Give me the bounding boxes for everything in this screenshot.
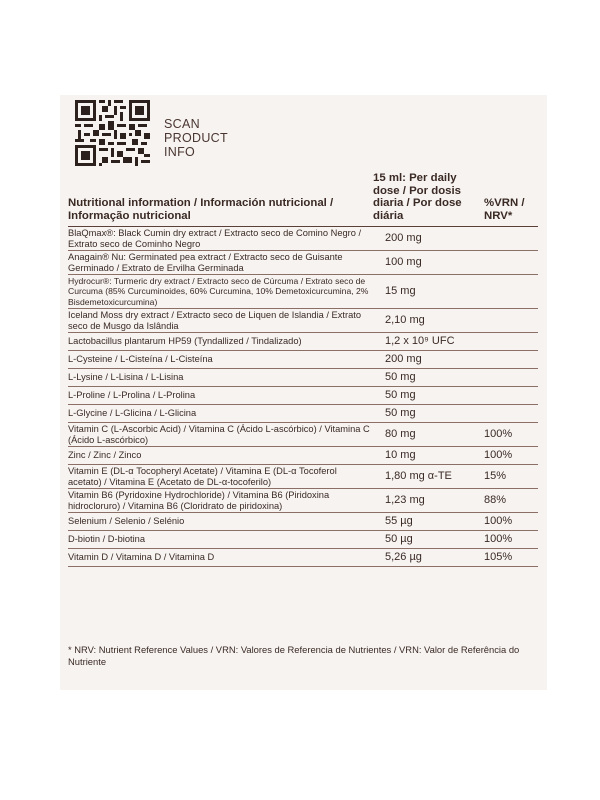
nutrient-vrn-percent [478, 251, 538, 275]
nutrient-name: Hydrocur®: Turmeric dry extract / Extracto seco de Cúrcuma / Extrato seco de Curcuma (85% Curcuminoides, 60% Curcumina, 10% Demetoxicurcumina, 2% Bisdemetoxicurcumina) [68, 275, 373, 309]
header-per-daily-dose: 15 ml: Per daily dose / Por dosis diaria / Por dose diária [373, 172, 462, 222]
nutrient-vrn-percent [478, 275, 538, 309]
nutrient-name: BlaQmax®: Black Cumin dry extract / Extracto seco de Comino Negro / Extrato seco de Cominho Negro [68, 227, 373, 251]
table-row [68, 531, 538, 549]
table-row [68, 351, 538, 369]
header-vrn-nrv: %VRN / NRV* [484, 197, 525, 222]
table-row [68, 387, 538, 405]
nutrient-quantity: 5,26 µg [373, 549, 478, 567]
nutrient-name: Vitamin B6 (Pyridoxine Hydrochloride) / Vitamina B6 (Piridoxina hidrocloruro) / Vitamina B6 (Cloridrato de piridoxina) [68, 489, 373, 513]
scan-label-line: INFO [164, 145, 196, 159]
nutrient-quantity: 50 mg [373, 369, 478, 387]
nutrient-name: Iceland Moss dry extract / Extracto seco de Liquen de Islandia / Extrato seco de Musgo da Islândia [68, 309, 373, 333]
table-row [68, 513, 538, 531]
nutrient-quantity: 50 mg [373, 405, 478, 423]
nutrient-quantity: 50 µg [373, 531, 478, 549]
table-header-row [68, 172, 538, 227]
table-row [68, 423, 538, 447]
nutrient-vrn-percent: 15% [478, 465, 538, 489]
scan-label-line: PRODUCT [164, 131, 228, 145]
nutrient-name: Vitamin E (DL-α Tocopheryl Acetate) / Vitamina E (DL-α Tocoferol acetato) / Vitamina E (Acetato de DL-α-tocoferilo) [68, 465, 373, 489]
nutrient-name: D-biotin / D-biotina [68, 531, 373, 549]
nutrient-vrn-percent [478, 369, 538, 387]
table-row [68, 405, 538, 423]
nutrient-name: Vitamin D / Vitamina D / Vitamina D [68, 549, 373, 567]
nutrient-vrn-percent: 100% [478, 423, 538, 447]
scan-label-line: SCAN [164, 117, 200, 131]
nutrient-name: L-Lysine / L-Lisina / L-Lisina [68, 369, 373, 387]
nutrient-vrn-percent: 88% [478, 489, 538, 513]
nutrient-name: Lactobacillus plantarum HP59 (Tyndallized / Tindalizado) [68, 333, 373, 351]
nutrient-name: Selenium / Selenio / Selénio [68, 513, 373, 531]
table-row [68, 369, 538, 387]
nutrient-name: L-Cysteine / L-Cisteína / L-Cisteína [68, 351, 373, 369]
nutrient-vrn-percent: 100% [478, 447, 538, 465]
nutrient-name: Zinc / Zinc / Zinco [68, 447, 373, 465]
table-row [68, 465, 538, 489]
table-row [68, 251, 538, 275]
nutrient-quantity: 15 mg [373, 275, 478, 309]
header-nutritional-information: Nutritional information / Información nutricional / Informação nutricional [68, 197, 334, 222]
nutrient-quantity: 1,23 mg [373, 489, 478, 513]
nutrient-name: L-Glycine / L-Glicina / L-Glicina [68, 405, 373, 423]
nutrient-vrn-percent: 100% [478, 513, 538, 531]
nutrient-name: Anagain® Nu: Germinated pea extract / Extracto seco de Guisante Germinado / Extrato de Ervilha Germinada [68, 251, 373, 275]
nutrient-quantity: 200 mg [373, 351, 478, 369]
table-row [68, 275, 538, 309]
nutrient-quantity: 1,2 x 10⁹ UFC [373, 333, 478, 351]
nutrient-quantity: 2,10 mg [373, 309, 478, 333]
nutrient-quantity: 100 mg [373, 251, 478, 275]
nutrition-table [68, 172, 538, 567]
nutrient-quantity: 200 mg [373, 227, 478, 251]
nutrient-vrn-percent [478, 405, 538, 423]
table-row [68, 333, 538, 351]
table-row [68, 489, 538, 513]
nutrient-vrn-percent [478, 387, 538, 405]
footnote: * NRV: Nutrient Reference Values / VRN: Valores de Referencia de Nutrientes / VRN: Valor de Referência do Nutriente [68, 644, 520, 667]
table-row [68, 447, 538, 465]
scan-product-info-label [164, 117, 228, 159]
nutrient-quantity: 80 mg [373, 423, 478, 447]
nutrient-vrn-percent: 100% [478, 531, 538, 549]
qr-code-icon[interactable] [75, 100, 150, 166]
nutrient-quantity: 50 mg [373, 387, 478, 405]
table-row [68, 549, 538, 567]
nutrient-vrn-percent [478, 227, 538, 251]
nutrient-vrn-percent [478, 333, 538, 351]
table-row [68, 309, 538, 333]
nutrient-name: L-Proline / L-Prolina / L-Prolina [68, 387, 373, 405]
nutrient-vrn-percent [478, 309, 538, 333]
nutrient-quantity: 55 µg [373, 513, 478, 531]
nutrient-quantity: 1,80 mg α-TE [373, 465, 478, 489]
nutrient-vrn-percent: 105% [478, 549, 538, 567]
qr-code-graphic [75, 100, 150, 166]
nutrient-name: Vitamin C (L-Ascorbic Acid) / Vitamina C (Ácido L-ascórbico) / Vitamina C (Ácido L-ascórbico) [68, 423, 373, 447]
nutrient-vrn-percent [478, 351, 538, 369]
nutrient-quantity: 10 mg [373, 447, 478, 465]
table-row [68, 227, 538, 251]
